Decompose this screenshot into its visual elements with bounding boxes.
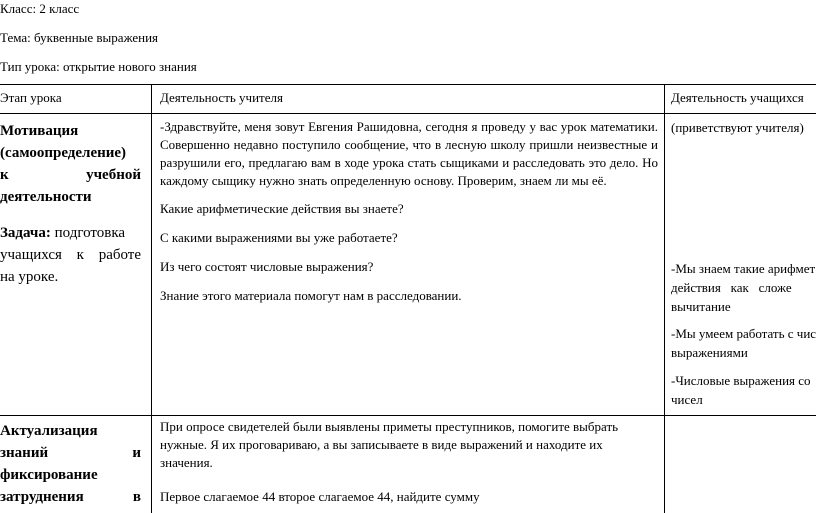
student-answer xyxy=(671,371,816,409)
row-divider xyxy=(0,84,816,85)
teacher-paragraph: Знание этого материала помогут нам в расследовании. xyxy=(160,288,462,303)
student-answer-line: -Числовые выражения со xyxy=(671,373,811,388)
teacher-paragraph: При опросе свидетелей были выявлены приметы преступников, помогите выбрать нужные. Я их проговариваю, а вы записываете в виде выражений и находите их значения. xyxy=(160,419,619,470)
student-answer-line: -Мы знаем такие арифмет xyxy=(671,261,816,276)
stage-actualization xyxy=(0,420,141,508)
teacher-question: Какие арифметические действия вы знаете? xyxy=(160,201,404,216)
lesson-table xyxy=(0,84,816,513)
topic-line: Тема: буквенные выражения xyxy=(0,30,159,45)
stage-line: Мотивация xyxy=(0,123,79,139)
row-divider xyxy=(0,415,816,416)
stage-line: (самоопределение) xyxy=(0,145,127,161)
task-line: учащихся к работе xyxy=(0,247,141,263)
class-line: Класс: 2 класс xyxy=(0,1,80,16)
task-line: подготовка xyxy=(54,225,126,241)
student-answer-line: -Мы умеем работать с чис xyxy=(671,326,816,341)
stage-line: к учебной xyxy=(0,167,141,183)
stage-line: Актуализация xyxy=(0,423,98,439)
student-answer-line: действия как сложе xyxy=(671,280,792,295)
task-label: Задача: xyxy=(0,225,51,241)
header-teacher: Деятельность учителя xyxy=(160,90,283,105)
stage-line: знаний и xyxy=(0,445,141,461)
header-stage: Этап урока xyxy=(0,90,62,105)
stage-line: фиксирование xyxy=(0,467,98,483)
student-answer-line: чисел xyxy=(671,392,703,407)
teacher-activity-actualization xyxy=(160,418,658,506)
stage-motivation xyxy=(0,120,141,288)
teacher-paragraph: Первое слагаемое 44 второе слагаемое 44, найдите сумму xyxy=(160,489,480,504)
task-line: на уроке. xyxy=(0,269,59,285)
teacher-activity-motivation xyxy=(160,118,658,305)
student-greeting: (приветствуют учителя) xyxy=(671,120,804,135)
student-answer-line: вычитание xyxy=(671,299,731,314)
stage-line: деятельности xyxy=(0,189,92,205)
teacher-question: С какими выражениями вы уже работаете? xyxy=(160,230,398,245)
teacher-paragraph: -Здравствуйте, меня зовут Евгения Рашидовна, сегодня я проведу у вас урок математики. Совершенно недавно поступило сообщение, что в лесную школу пришли неизвестные и разрушили его, предлагаю вам в ходе урока стать сыщиками и расследовать это дело. Но каждому сыщику нужно знать определенную основу. Проверим, знаем ли мы её. xyxy=(160,119,658,188)
column-divider xyxy=(664,84,665,513)
stage-line: затруднения в xyxy=(0,489,141,505)
student-answer xyxy=(671,324,816,362)
row-divider xyxy=(0,113,816,114)
column-divider xyxy=(151,84,152,513)
teacher-question: Из чего состоят числовые выражения? xyxy=(160,259,374,274)
student-answer-line: выражениями xyxy=(671,345,748,360)
student-answer xyxy=(671,259,816,316)
header-students: Деятельность учащихся xyxy=(671,90,804,105)
lesson-type-line: Тип урока: открытие нового знания xyxy=(0,59,197,74)
